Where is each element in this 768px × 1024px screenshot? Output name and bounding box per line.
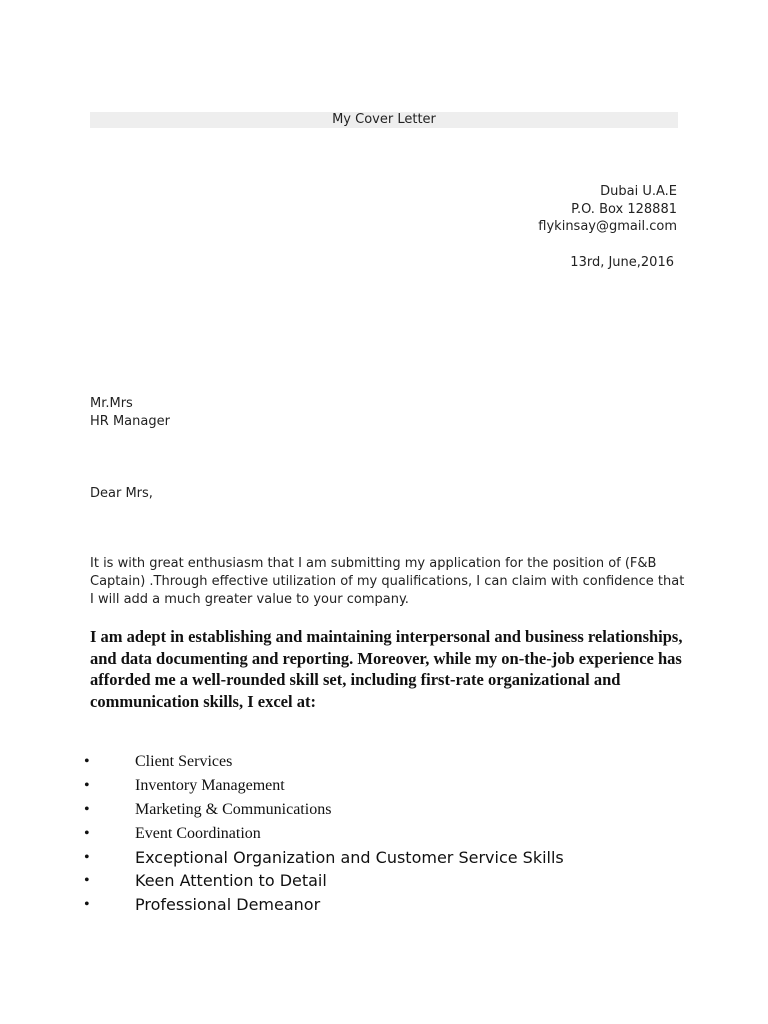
skills-paragraph: I am adept in establishing and maintaining interpersonal and business relationships, and data documenting and reporting. Moreover, while my on-the-job experience has afforded me a well-rounded skill set, including first-rate organizational and communication skills, I excel at:	[90, 627, 683, 711]
intro-paragraph: It is with great enthusiasm that I am submitting my application for the position of (F&B Captain) .Through effective utilization of my qualifications, I can claim with confidence that I will add a much greater value to your company.	[90, 556, 685, 607]
sender-address	[377, 183, 677, 236]
sender-city: Dubai U.A.E	[600, 184, 677, 199]
skill-text: Inventory Management	[135, 777, 285, 794]
list-item	[0, 750, 768, 774]
skill-text: Event Coordination	[135, 825, 261, 842]
recipient-block	[90, 395, 170, 430]
recipient-name: Mr.Mrs	[90, 396, 133, 411]
letter-date: 13rd, June,2016	[570, 255, 674, 270]
bullet-icon: •	[84, 849, 90, 866]
list-item	[0, 893, 768, 917]
bullet-icon: •	[84, 896, 90, 913]
recipient-role: HR Manager	[90, 413, 170, 429]
skill-text: Keen Attention to Detail	[135, 871, 327, 890]
list-item	[0, 822, 768, 846]
bullet-icon: •	[84, 801, 90, 818]
bullet-icon: •	[84, 777, 90, 794]
skill-text: Client Services	[135, 753, 233, 770]
bullet-icon: •	[84, 825, 90, 842]
list-item	[0, 774, 768, 798]
greeting: Dear Mrs,	[90, 486, 153, 501]
sender-email: flykinsay@gmail.com	[538, 219, 677, 234]
bullet-icon: •	[84, 872, 90, 889]
skill-text: Marketing & Communications	[135, 801, 332, 818]
sender-po-box: P.O. Box 128881	[571, 201, 677, 217]
skill-text: Exceptional Organization and Customer Service Skills	[135, 848, 564, 867]
list-item	[0, 846, 768, 870]
list-item	[0, 869, 768, 893]
bullet-icon: •	[84, 753, 90, 770]
skill-text: Professional Demeanor	[135, 895, 321, 914]
list-item	[0, 798, 768, 822]
document-title: My Cover Letter	[90, 112, 678, 128]
